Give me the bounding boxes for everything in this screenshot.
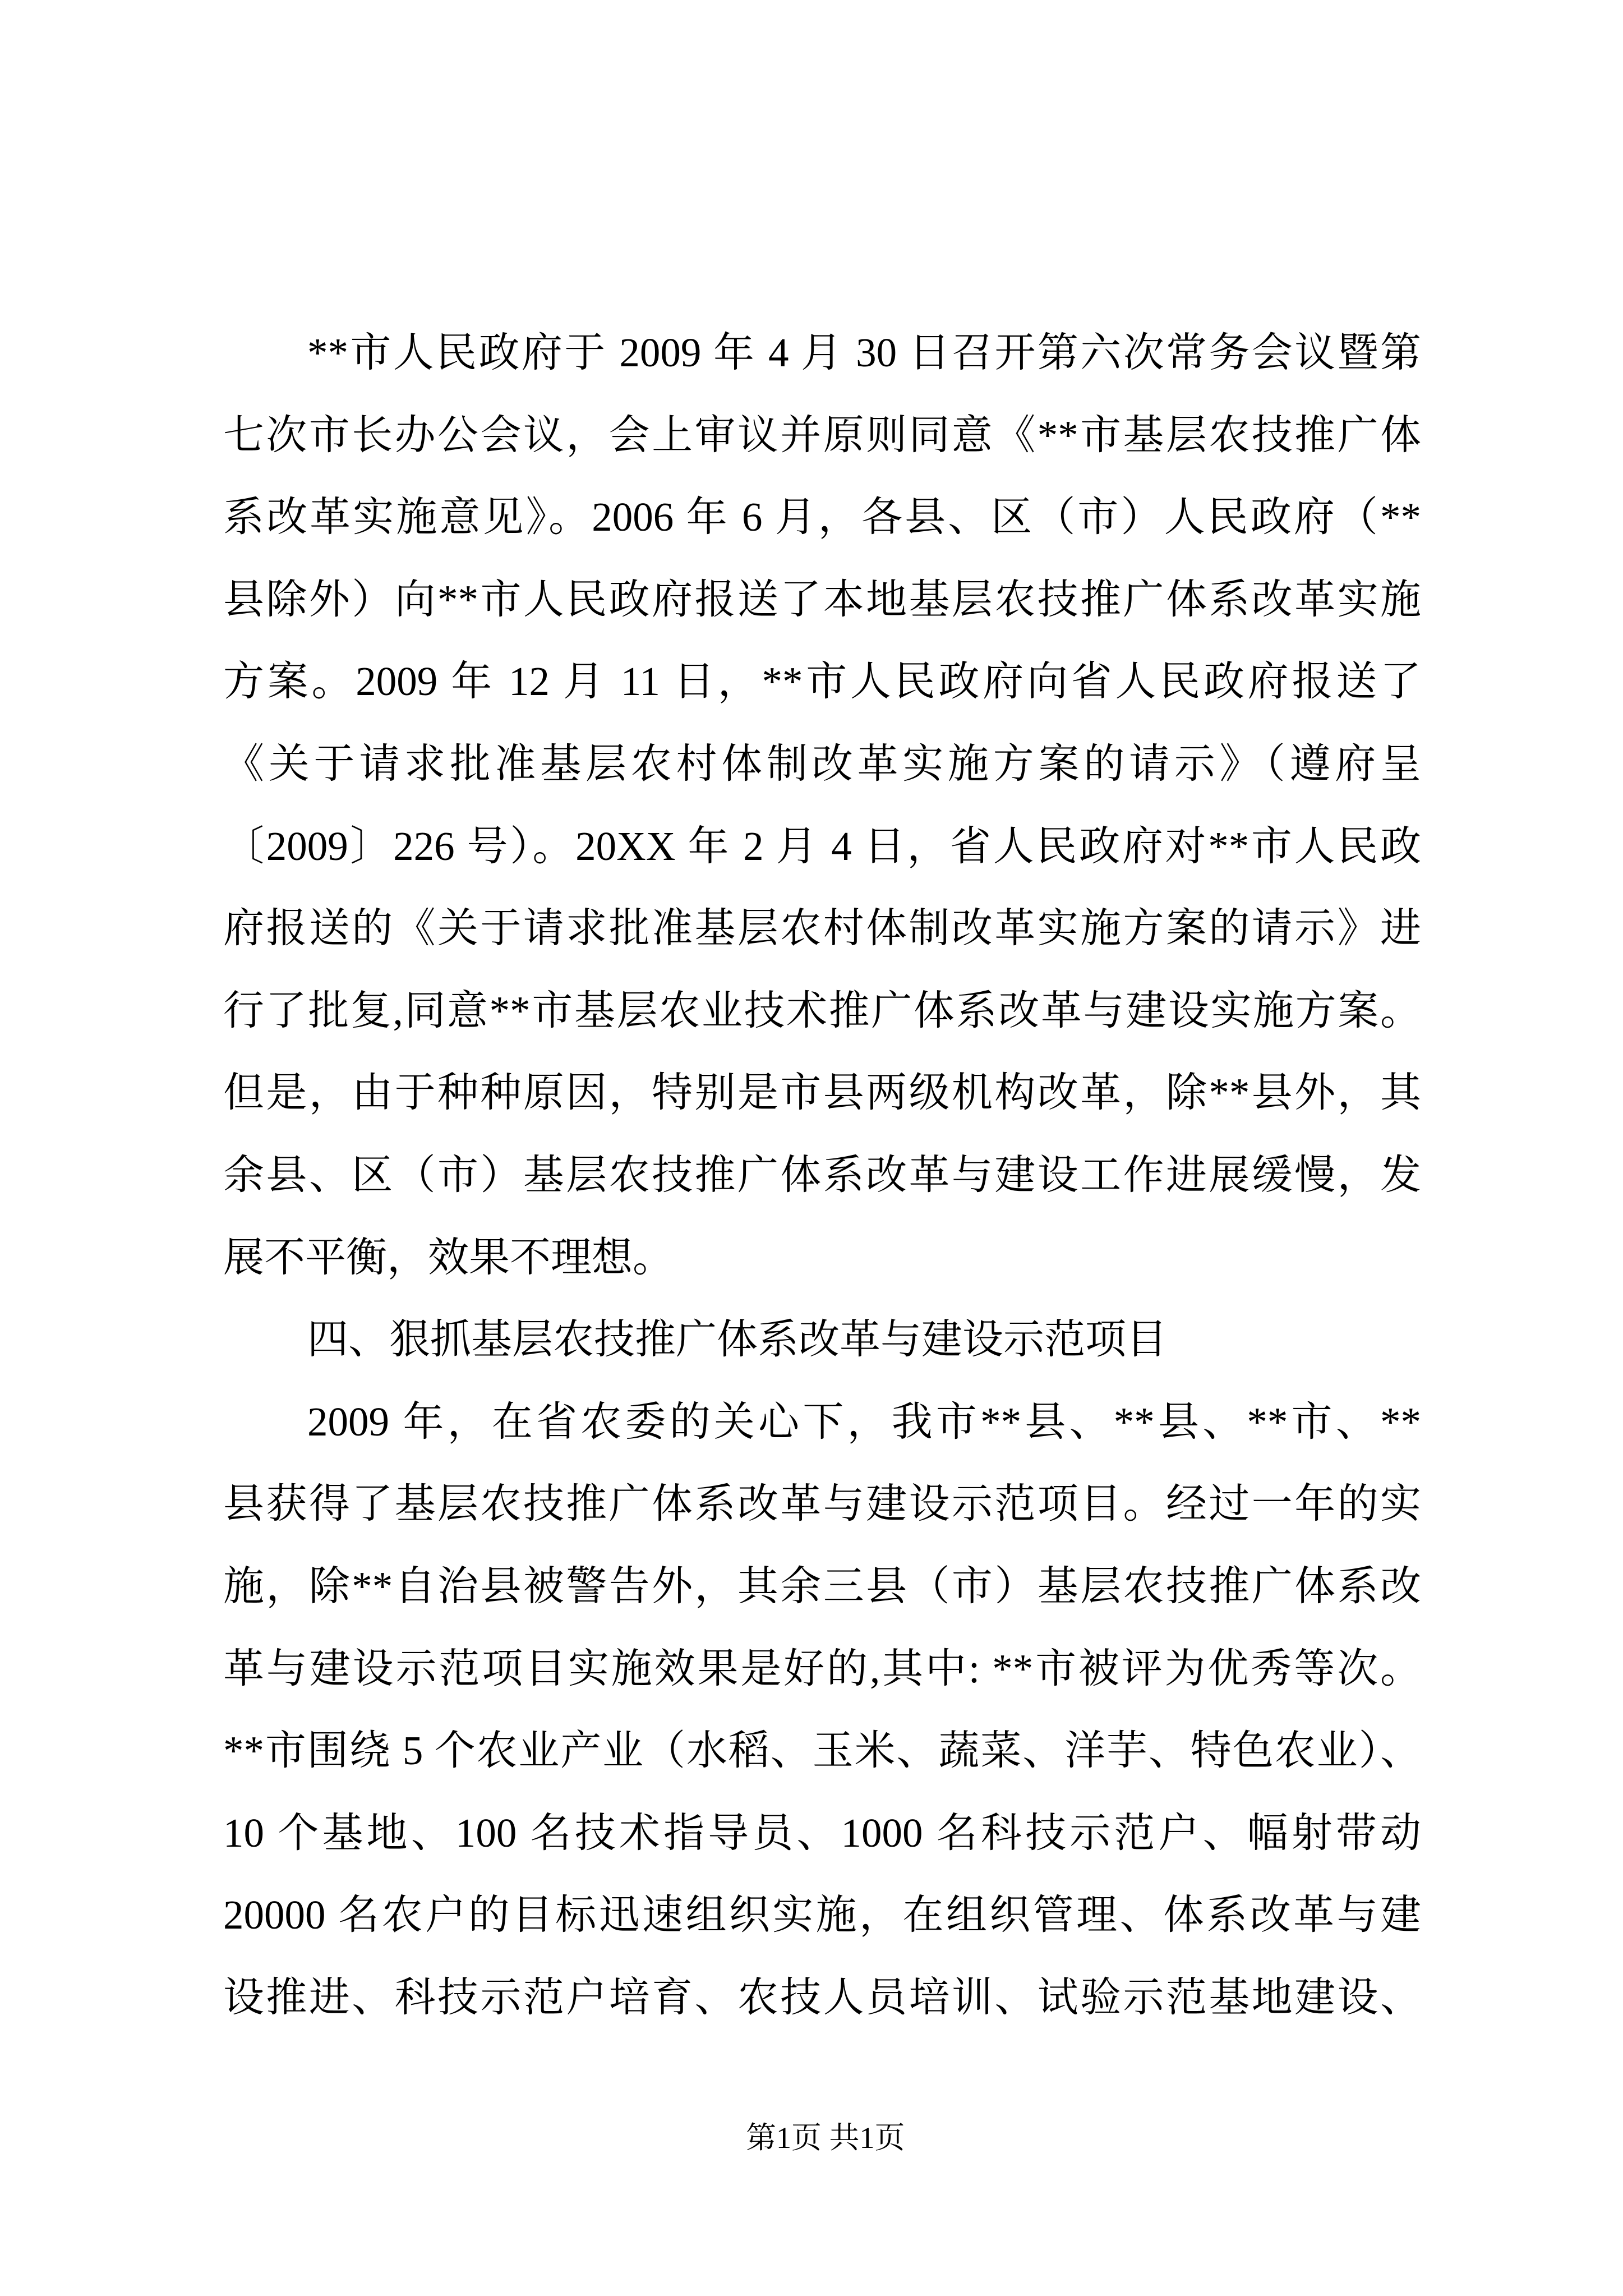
text-line: 余县、区（市）基层农技推广体系改革与建设工作进展缓慢，发: [223, 1152, 1421, 1198]
text-line: 行了批复,同意**市基层农业技术推广体系改革与建设实施方案。: [223, 987, 1421, 1033]
text-line: 〔2009〕226 号）。20XX 年 2 月 4 日，省人民政府对**市人民政: [223, 823, 1421, 869]
text-line: 方案。2009 年 12 月 11 日，**市人民政府向省人民政府报送了: [223, 659, 1421, 705]
text-line: 革与建设示范项目实施效果是好的,其中: **市被评为优秀等次。: [223, 1645, 1421, 1691]
text-line: 县获得了基层农技推广体系改革与建设示范项目。经过一年的实: [223, 1481, 1421, 1527]
text-line: 20000 名农户的目标迅速组织实施，在组织管理、体系改革与建: [223, 1892, 1421, 1938]
text-line: 施，除**自治县被警告外，其余三县（市）基层农技推广体系改: [223, 1563, 1421, 1609]
text-line: 展不平衡，效果不理想。: [223, 1234, 674, 1280]
document-body: [223, 312, 1421, 2039]
text-line: 系改革实施意见》。2006 年 6 月，各县、区（市）人民政府（**: [223, 494, 1421, 540]
text-line: 设推进、科技示范户培育、农技人员培训、试验示范基地建设、: [223, 1974, 1421, 2020]
text-line: 府报送的《关于请求批准基层农村体制改革实施方案的请示》进: [223, 905, 1421, 951]
page-number-footer: 第1页 共1页: [746, 2121, 905, 2155]
text-line: **市人民政府于 2009 年 4 月 30 日召开第六次常务会议暨第: [307, 330, 1421, 375]
text-line: 七次市长办公会议，会上审议并原则同意《**市基层农技推广体: [223, 412, 1421, 458]
text-line: 10 个基地、100 名技术指导员、1000 名科技示范户、幅射带动: [223, 1810, 1421, 1856]
text-line: 但是，由于种种原因，特别是市县两级机构改革，除**县外，其: [223, 1070, 1421, 1116]
text-line: 《关于请求批准基层农村体制改革实施方案的请示》（遵府呈: [223, 740, 1421, 786]
text-line: **市围绕 5 个农业产业（水稻、玉米、蔬菜、洋芋、特色农业）、: [223, 1728, 1421, 1774]
section-heading: 四、狠抓基层农技推广体系改革与建设示范项目: [307, 1317, 1167, 1363]
text-line: 2009 年，在省农委的关心下，我市**县、**县、**市、**: [307, 1398, 1421, 1444]
text-line: 县除外）向**市人民政府报送了本地基层农技推广体系改革实施: [223, 576, 1421, 622]
